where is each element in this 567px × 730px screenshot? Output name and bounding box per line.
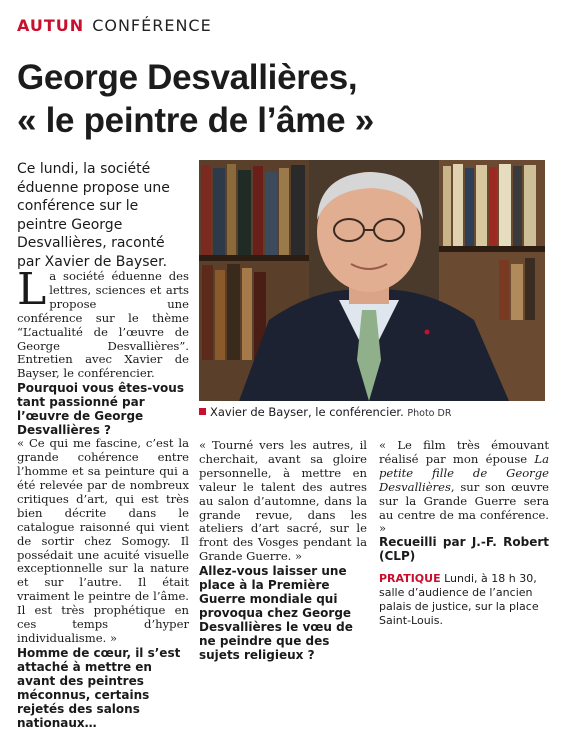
kicker-location: AUTUN: [17, 16, 85, 35]
practical-info: [379, 572, 549, 628]
practical-label: PRATIQUE: [379, 572, 441, 586]
headline-line-2: « le peintre de l’âme »: [17, 101, 374, 140]
article-headline: [17, 56, 557, 142]
question-1: Pourquoi vous êtes-vous tant passionné par l’œuvre de George Desvallières ?: [17, 381, 184, 438]
question-3: Allez-vous laisser une place à la Première Guerre mondiale qui provoqua chez George Desvallières le vœu de ne peindre que des sujets religieux ?: [199, 564, 353, 663]
portrait-illustration: [199, 160, 545, 401]
intro-text: a société éduenne des lettres, sciences et arts propose une conférence sur le thème “L’actualité de l’œuvre de George Desvallières”. Entretien avec Xavier de Bayser, le conférencier.: [17, 269, 189, 381]
column-2: [199, 439, 367, 662]
caption-text: Xavier de Bayser, le conférencier.: [210, 405, 404, 419]
article-lead: Ce lundi, la société éduenne propose une conférence sur le peintre George Desvallières, raconté par Xavier de Bayser.: [17, 161, 170, 270]
question-2: Homme de cœur, il s’est attaché à mettre en avant des peintres méconnus, certains rejetés des salons nationaux…: [17, 645, 181, 730]
author-signature: Recueilli par J.-F. Robert (CLP): [379, 535, 549, 564]
answer-3: [379, 439, 549, 536]
answer-2: « Tourné vers les autres, il cherchait, avant sa gloire personnelle, à mettre en valeur le talent des autres au salon d’automne, dans la grande revue, dans les ateliers d’art sacré, sur le front des Vosges pendant la Grande Guerre. »: [199, 438, 367, 564]
section-kicker: [17, 16, 212, 35]
photo-caption: [199, 405, 549, 419]
kicker-section: CONFÉRENCE: [92, 16, 212, 35]
headline-line-1: George Desvallières,: [17, 58, 358, 97]
caption-marker: [199, 408, 206, 415]
drop-cap: L: [17, 264, 47, 315]
portrait-photo: [199, 160, 545, 401]
answer-3-end: , sur son œuvre sur la Grande Guerre sera au centre de ma conférence. »: [379, 479, 549, 536]
practical-text: Lundi, à 18 h 30, salle d’audience de l’ancien palais de justice, sur la place Saint-Louis.: [379, 572, 539, 628]
film-title: La petite fille de George Desvallières: [379, 451, 549, 494]
answer-1: « Ce qui me fascine, c’est la grande cohérence entre l’homme et sa peinture qui a été relevée par de nombreux critiques d’art, qui est très bien décrite dans le catalogue raisonné qui vient de sortir chez Somogy. Il possédait une acuité visuelle exceptionnelle sur la nature et sur l’autre. Il était vraiment le peintre de l’âme. Il est très prophétique en ces temps d’hyper individualisme. »: [17, 436, 189, 645]
intro-paragraph: [17, 264, 189, 381]
photo-credit: Photo DR: [407, 408, 452, 419]
answer-3-start: « Le film très émouvant réalisé par mon épouse: [379, 438, 549, 466]
column-1: [17, 264, 189, 730]
column-3: [379, 439, 549, 628]
